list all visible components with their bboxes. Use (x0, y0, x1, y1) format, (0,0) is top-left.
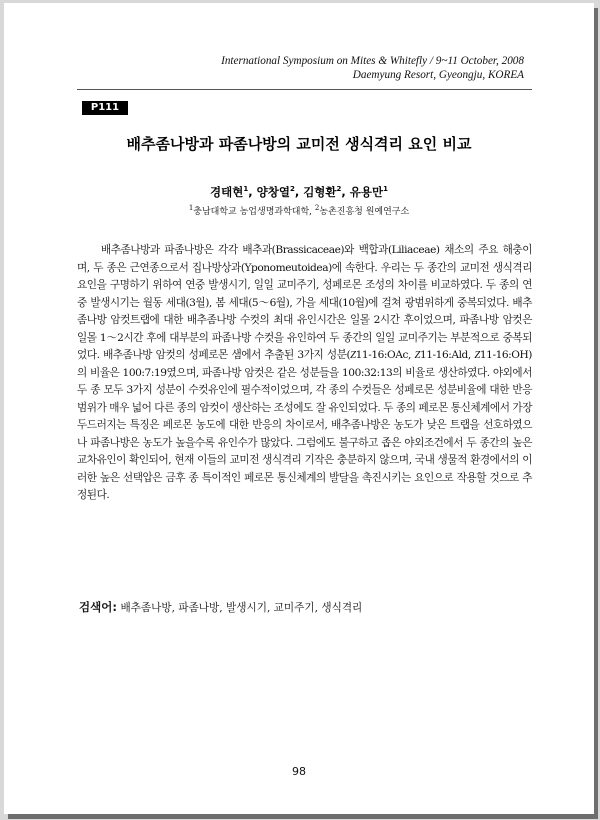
abstract-text: 11-16:OH)의 비율은 100:7:19였으며, 파좀나방 암컷은 같은 성분들을 100:32:13의 비율로 생산하였다. 야외에서 두 종 모두 3가지 성분이 수컷유인에 필수적이었으며, 각 종의 수컷들은 성페로몬 성분비율에 대한 반응범위가 매우 넓어 다른 종의 암컷이 생산하는 조성에도 잘 유인되었다. 두 종의 페로몬 통신체계에서 가장 두드러지는 특징은 페로몬 농도에 대한 반응의 차이로서, 배추좀나방은 농도가 낮은 트랩을 선호하였으나 파좀나방은 농도가 높을수록 유인수가 많았다. 그럼에도 불구하고 좁은 야외조건에서 두 종간의 높은 교차유인이 확인되어, 현재 이들의 교미전 생식격리 기작은 충분하지 않으며, 국내 생물적 환경에서의 이러한 높은 선택압은 금후 종 특이적인 페로몬 통신체계의 발달을 촉진시키는 요인으로 작용할 것으로 추정된다. (77, 349, 532, 501)
author-affil-mark: 1 (243, 185, 249, 194)
abstract-text: 배추좀나방과 파좀나방은 각각 배추과(Brassicaceae)와 백합과(Liliaceae) 채소의 주요 해충이며, 두 종은 근연종으로서 집나방상과(Yponomeutoidea)에 속한다. 우리는 두 종간의 교미전 생식격리 요인을 구명하기 위하여 연중 발생시기, 일일 교미주기, 성페로몬 조성의 차이를 비교하였다. 두 종의 연중 발생시기는 월동 세대(3월), 봄 세대(5～6월), 가을 세대(10월)에 걸쳐 광범위하게 중복되었다. 배추좀나방 암컷트랩에 대한 배추좀나방 수컷의 최대 유인시간은 일몰 2시간 후이었으며, 파좀나방 암컷은 일몰 1～2시간 후에 대부분의 파좀나방 수컷을 유인하여 두 종간의 일일 교미주기는 부분적으로 중복되었다. 배추좀나방 암컷의 성페로몬 샘에서 추출된 3가지 성분( (77, 244, 532, 361)
affil-mark: 2 (314, 204, 320, 212)
author-name: 유용만 (349, 185, 384, 199)
paper-title: 배추좀나방과 파좀나방의 교미전 생식격리 요인 비교 (126, 135, 472, 153)
page (4, 3, 594, 814)
affiliation: 충남대학교 농업생명과학대학 (193, 207, 310, 217)
abstract (77, 242, 532, 505)
abstract-text: 11-16:OAc, (355, 349, 415, 361)
abstract-italic: Z (350, 350, 356, 361)
poster-id-badge: P111 (82, 101, 128, 115)
page-number: 98 (292, 765, 306, 778)
conference-header (221, 54, 524, 82)
abstract-italic: Z (474, 350, 480, 361)
header-line-2: Daemyung Resort, Gyeongju, KOREA (352, 69, 524, 81)
affiliations: $^1$충남대학교 농업생명과학대학, $^2$농촌진흥청 원예연구소 (188, 204, 410, 217)
keywords-list: 배추좀나방, 파좀나방, 발생시기, 교미주기, 생식격리 (120, 602, 363, 614)
abstract-italic: Z (414, 350, 420, 361)
abstract-text: 11-16:Ald, (419, 349, 475, 361)
abstract-paragraph (77, 242, 532, 505)
author-affil-mark: 2 (336, 185, 342, 194)
keywords-label: 검색어: (79, 600, 117, 614)
header-line-1: International Symposium on Mites & Whitefly / 9~11 October, 2008 (221, 55, 524, 67)
header-rule (77, 89, 532, 90)
affiliation: 농촌진흥청 원예연구소 (319, 207, 410, 217)
author-name: 양창열 (256, 185, 290, 199)
author-affil-mark: 1 (383, 185, 388, 194)
keywords (79, 599, 534, 615)
author-name: 김형환 (303, 185, 337, 199)
author-affil-mark: 2 (289, 185, 295, 194)
author-list: 경태현$^1$, 양창열$^2$, 김형환$^2$, 유용만$^1$ (210, 185, 388, 199)
author-name: 경태현 (210, 185, 244, 199)
affil-mark: 1 (188, 204, 194, 212)
